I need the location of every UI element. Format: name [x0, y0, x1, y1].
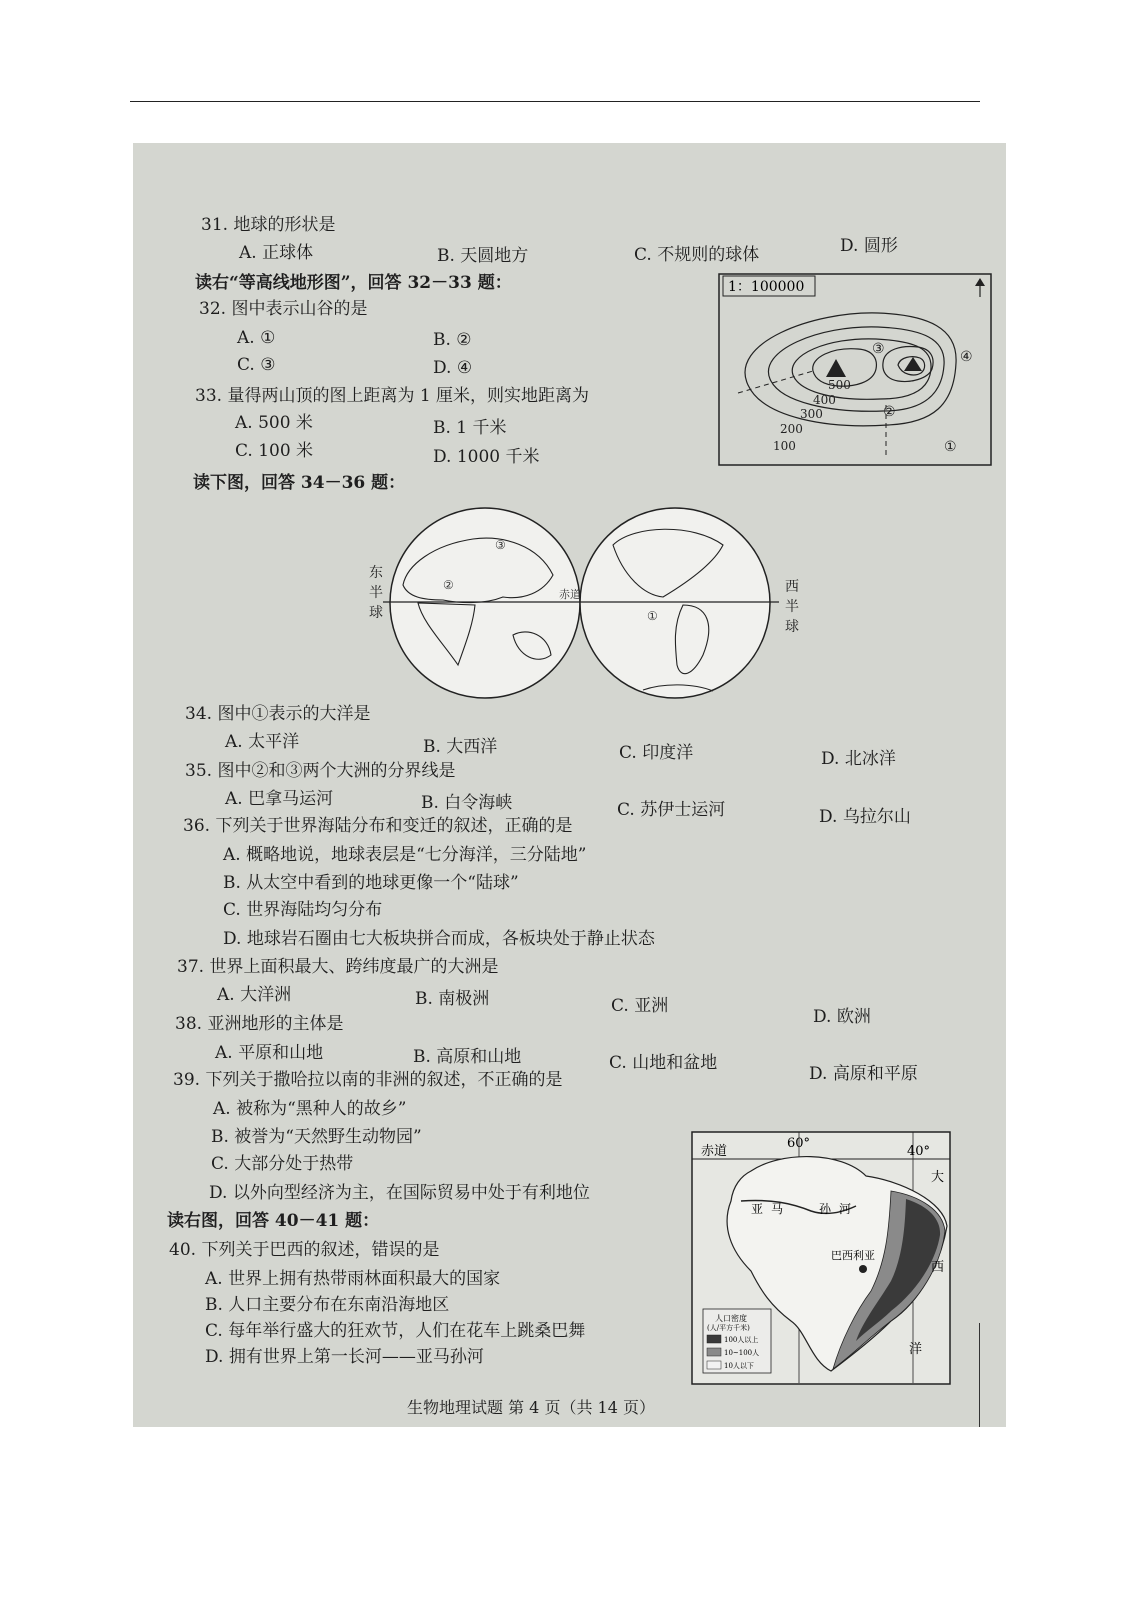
q32-option-d: D. ④ — [433, 358, 473, 378]
lon-40-label: 40° — [907, 1144, 931, 1159]
q35-option-c: C. 苏伊士运河 — [617, 800, 726, 820]
q32-option-a: A. ① — [237, 328, 276, 348]
q36-option-b: B. 从太空中看到的地球更像一个“陆球” — [223, 873, 519, 893]
q40-option-a: A. 世界上拥有热带雨林面积最大的国家 — [205, 1269, 501, 1289]
q40-stem: 40. 下列关于巴西的叙述，错误的是 — [169, 1240, 440, 1260]
west-hemi-char-3: 球 — [785, 619, 799, 635]
q36-option-d: D. 地球岩石圈由七大板块拼合而成，各板块处于静止状态 — [223, 929, 655, 949]
legend-title: 人口密度 — [715, 1314, 747, 1323]
q37-stem: 37. 世界上面积最大、跨纬度最广的大洲是 — [177, 957, 499, 977]
q40-option-d: D. 拥有世界上第一长河——亚马孙河 — [205, 1347, 484, 1367]
q38-option-a: A. 平原和山地 — [215, 1043, 324, 1063]
east-hemi-char-2: 半 — [369, 585, 383, 601]
q38-option-c: C. 山地和盆地 — [609, 1053, 718, 1073]
ocean-char-3: 洋 — [909, 1342, 923, 1357]
q35-option-b: B. 白令海峡 — [421, 793, 513, 813]
q37-option-b: B. 南极洲 — [415, 989, 490, 1009]
q35-option-a: A. 巴拿马运河 — [225, 789, 334, 809]
river-char-2: 马 — [771, 1202, 784, 1216]
brazil-equator-label: 赤道 — [701, 1144, 728, 1159]
equator-label: 赤道 — [559, 588, 581, 601]
q36-option-a: A. 概略地说，地球表层是“七分海洋，三分陆地” — [223, 845, 587, 865]
brazil-population-map — [691, 1131, 953, 1387]
level-100-label: 100 — [773, 439, 796, 453]
legend-unit: (人/平方千米) — [707, 1324, 750, 1332]
q34-option-b: B. 大西洋 — [423, 737, 498, 757]
q31-stem: 31. 地球的形状是 — [201, 215, 336, 235]
q37-option-d: D. 欧洲 — [813, 1007, 871, 1027]
q33-option-b: B. 1 千米 — [433, 418, 507, 438]
q33-option-a: A. 500 米 — [235, 413, 313, 433]
q36-stem: 36. 下列关于世界海陆分布和变迁的叙述，正确的是 — [183, 816, 573, 836]
read-instruction-1: 读右“等高线地形图”，回答 32－33 题： — [195, 273, 512, 293]
legend-item-1: 100人以上 — [724, 1336, 759, 1344]
level-200-label: 200 — [780, 422, 803, 436]
contour-markers — [872, 341, 973, 455]
q31-option-c: C. 不规则的球体 — [634, 245, 760, 265]
q31-option-d: D. 圆形 — [840, 236, 898, 256]
level-400-label: 400 — [813, 393, 836, 407]
exam-page — [133, 143, 1006, 1427]
q35-stem: 35. 图中②和③两个大洲的分界线是 — [185, 761, 456, 781]
hemi-marker-2: ② — [443, 578, 454, 592]
q36-option-c: C. 世界海陆均匀分布 — [223, 900, 383, 920]
q31-option-a: A. 正球体 — [239, 243, 314, 263]
header-rule — [130, 101, 980, 102]
q38-option-b: B. 高原和山地 — [413, 1047, 522, 1067]
q33-option-c: C. 100 米 — [235, 441, 314, 461]
marker-1: ① — [944, 439, 957, 455]
q39-option-c: C. 大部分处于热带 — [211, 1154, 354, 1174]
q34-option-d: D. 北冰洋 — [821, 749, 896, 769]
q39-option-a: A. 被称为“黑种人的故乡” — [213, 1099, 407, 1119]
q32-option-b: B. ② — [433, 330, 472, 350]
contour-level-labels — [773, 378, 851, 453]
q38-option-d: D. 高原和平原 — [809, 1064, 918, 1084]
edge-rule — [979, 1323, 980, 1427]
q39-option-b: B. 被誉为“天然野生动物园” — [211, 1127, 422, 1147]
contour-lines — [745, 313, 956, 426]
q37-option-c: C. 亚洲 — [611, 996, 669, 1016]
q34-stem: 34. 图中①表示的大洋是 — [185, 704, 371, 724]
read-instruction-3: 读右图，回答 40－41 题： — [167, 1211, 380, 1231]
level-300-label: 300 — [800, 407, 823, 421]
q32-option-c: C. ③ — [237, 355, 276, 375]
river-char-1: 亚 — [751, 1202, 764, 1216]
contour-map — [718, 273, 993, 467]
legend-item-3: 10人以下 — [724, 1362, 754, 1370]
hemi-marker-1: ① — [647, 609, 658, 623]
q34-option-a: A. 太平洋 — [225, 732, 300, 752]
density-legend — [703, 1309, 771, 1373]
capital-label: 巴西利亚 — [831, 1249, 875, 1262]
level-500-label: 500 — [828, 378, 851, 392]
q39-stem: 39. 下列关于撒哈拉以南的非洲的叙述，不正确的是 — [173, 1070, 563, 1090]
river-char-3: 孙 — [819, 1202, 832, 1216]
map-scale: 1：100000 — [728, 279, 805, 295]
read-instruction-2: 读下图，回答 34－36 题： — [193, 473, 406, 493]
hemi-marker-3: ③ — [495, 538, 506, 552]
lon-60-label: 60° — [787, 1136, 811, 1151]
peak-1-icon — [826, 359, 846, 377]
capital-icon — [859, 1265, 867, 1273]
hemisphere-map — [363, 505, 803, 701]
west-hemi-char-1: 西 — [785, 579, 799, 595]
peak-2-icon — [904, 357, 922, 371]
q33-stem: 33. 量得两山顶的图上距离为 1 厘米，则实地距离为 — [195, 386, 590, 406]
north-arrow — [975, 278, 985, 297]
q40-option-c: C. 每年举行盛大的狂欢节，人们在花车上跳桑巴舞 — [205, 1321, 586, 1341]
ocean-char-2: 西 — [931, 1260, 945, 1275]
q31-option-b: B. 天圆地方 — [437, 246, 529, 266]
q33-option-d: D. 1000 千米 — [433, 447, 540, 467]
q38-stem: 38. 亚洲地形的主体是 — [175, 1014, 344, 1034]
marker-4: ④ — [960, 349, 973, 365]
marker-3: ③ — [872, 341, 885, 357]
q34-option-c: C. 印度洋 — [619, 743, 694, 763]
legend-item-2: 10~100人 — [724, 1349, 760, 1357]
east-hemi-char-3: 球 — [369, 605, 383, 621]
q35-option-d: D. 乌拉尔山 — [819, 807, 911, 827]
q37-option-a: A. 大洋洲 — [217, 985, 292, 1005]
west-hemi-char-2: 半 — [785, 599, 799, 615]
q32-stem: 32. 图中表示山谷的是 — [199, 299, 368, 319]
q40-option-b: B. 人口主要分布在东南沿海地区 — [205, 1295, 450, 1315]
page-footer: 生物地理试题 第 4 页（共 14 页） — [407, 1398, 655, 1417]
ocean-char-1: 大 — [931, 1170, 945, 1185]
river-char-4: 河 — [839, 1202, 852, 1216]
marker-2: ② — [883, 404, 896, 420]
east-hemi-char-1: 东 — [369, 565, 383, 581]
q39-option-d: D. 以外向型经济为主，在国际贸易中处于有利地位 — [209, 1183, 590, 1203]
